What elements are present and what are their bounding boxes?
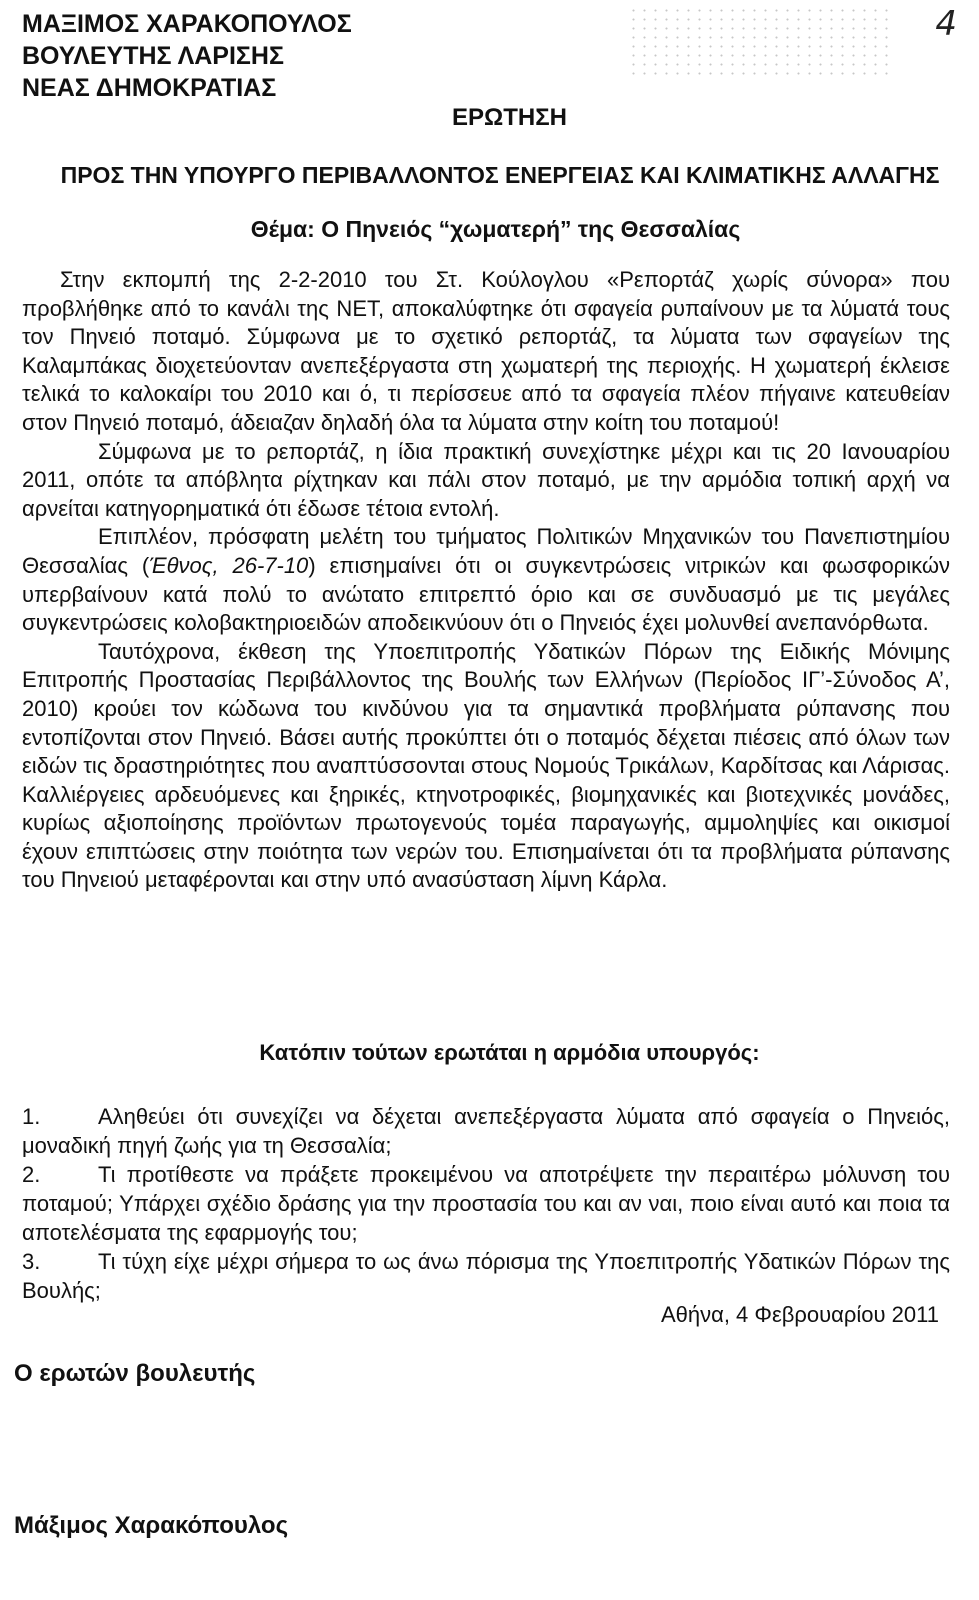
- questions-list: [22, 1102, 950, 1305]
- sender-name: ΜΑΞΙΜΟΣ ΧΑΡΑΚΟΠΟΥΛΟΣ: [22, 10, 352, 38]
- source-citation: Έθνος, 26-7-10: [149, 552, 309, 578]
- recipient-heading: ΠΡΟΣ ΤΗΝ ΥΠΟΥΡΓΟ ΠΕΡΙΒΑΛΛΟΝΤΟΣ ΕΝΕΡΓΕΙΑΣ ΚΑΙ ΚΛΙΜΑΤΙΚΗΣ ΑΛΛΑΓΗΣ: [60, 162, 940, 188]
- scan-noise: [628, 6, 888, 76]
- signer-title: Ο ερωτών βουλευτής: [14, 1360, 256, 1387]
- body-paragraph: [22, 523, 950, 637]
- handwritten-page-mark: 4: [935, 4, 957, 44]
- body-paragraph: Σύμφωνα με το ρεπορτάζ, η ίδια πρακτική συνεχίστηκε μέχρι και τις 20 Ιανουαρίου 2011, οπότε τα απόβλητα ρίχτηκαν και πάλι στον ποταμό, με την αρμόδια τοπική αρχή να αρνείται κατηγορηματικά ότι έδωσε τέτοια εντολή.: [22, 438, 950, 521]
- question-item: [22, 1160, 950, 1247]
- question-number: 3.: [22, 1249, 41, 1274]
- question-text: Τι τύχη είχε μέχρι σήμερα το ως άνω πόρισμα της Υποεπιτροπής Υδατικών Πόρων της Βουλής;: [22, 1249, 950, 1303]
- body-text: ) επισημαίνει ότι οι συγκεντρώσεις νιτρικών και φωσφορικών υπερβαίνουν κατά πολύ το ανώτατο επιτρεπτό όριο και σε συνδυασμό με τις μεγάλες συγκεντρώσεις κολοβακτηριοειδών αποδεικνύουν ότι ο Πηνειός έχει μολυνθεί ανεπανόρθωτα.: [22, 552, 950, 636]
- question-number: 1.: [22, 1104, 41, 1129]
- question-text: Τι προτίθεστε να πράξετε προκειμένου να αποτρέψετε την περαιτέρω μόλυνση του ποταμού; Υπάρχει σχέδιο δράσης για την προστασία του και αν ναι, ποιο είναι αυτό και ποια τα αποτελέσματα της εφαρμογής του;: [22, 1162, 950, 1245]
- document-body: [22, 266, 950, 895]
- closing-heading: Κατόπιν τούτων ερωτάται η αρμόδια υπουργός:: [259, 1040, 760, 1065]
- body-paragraph: Στην εκπομπή της 2-2-2010 του Στ. Κούλογλου «Ρεπορτάζ χωρίς σύνορα» που προβλήθηκε από το κανάλι της ΝΕΤ, αποκαλύφτηκε ότι σφαγεία ρυπαίνουν με τα λύματά τους τον Πηνειό ποταμό. Σύμφωνα με το σχετικό ρεπορτάζ, τα λύματα των σφαγείων της Καλαμπάκας διοχετεύονταν ανεπεξέργαστα στη χωματερή της περιοχής. Η χωματερή έκλεισε τελικά το καλοκαίρι του 2010 και ό, τι περίσσευε από τα σφαγεία πλέον πήγαινε κατευθείαν στον Πηνειό ποταμό, άδειαζαν δηλαδή όλα τα λύματα στην κοίτη του ποταμού!: [22, 267, 950, 435]
- subject-heading: Θέμα: Ο Πηνειός “χωματερή” της Θεσσαλίας: [250, 216, 741, 242]
- sender-block: [22, 8, 352, 104]
- question-item: [22, 1102, 950, 1160]
- question-text: Αληθεύει ότι συνεχίζει να δέχεται ανεπεξέργαστα λύματα από σφαγεία ο Πηνειός, μοναδική πηγή ζωής για τη Θεσσαλία;: [22, 1104, 950, 1158]
- document-type-heading: ΕΡΩΤΗΣΗ: [452, 104, 567, 131]
- question-item: [22, 1247, 950, 1305]
- body-text: Επιπλέον, πρόσφατη μελέτη του τμήματος Πολιτικών Μηχανικών του Πανεπιστημίου Θεσσαλίας (: [22, 524, 950, 578]
- sender-position: ΒΟΥΛΕΥΤΗΣ ΛΑΡΙΣΗΣ: [22, 42, 284, 70]
- body-paragraph: Ταυτόχρονα, έκθεση της Υποεπιτροπής Υδατικών Πόρων της Ειδικής Μόνιμης Επιτροπής Προστασίας Περιβάλλοντος της Βουλής των Ελλήνων (Περίοδος ΙΓ’-Σύνοδος Α’, 2010) κρούει τον κώδωνα του κινδύνου για τα σημαντικά προβλήματα ρύπανσης που εντοπίζονται στον Πηνειό. Βάσει αυτής προκύπτει ότι ο ποταμός δέχεται πιέσεις από όλων των ειδών τις δραστηριότητες που αναπτύσσονται στους Νομούς Τρικάλων, Καρδίτσας και Λάρισας. Καλλιέργειες αρδευόμενες και ξηρικές, κτηνοτροφικές, βιομηχανικές και βιοτεχνικές μονάδες, κυρίως αξιοποίησης προϊόντων πρωτογενούς τομέα παραγωγής, αμμοληψίες και οικισμοί έχουν επιπτώσεις στην ποιότητα των νερών του. Επισημαίνεται ότι τα προβλήματα ρύπανσης του Πηνειού μεταφέρονται και στην υπό ανασύσταση λίμνη Κάρλα.: [22, 638, 950, 893]
- question-number: 2.: [22, 1162, 41, 1187]
- signer-name: Μάξιμος Χαρακόπουλος: [14, 1512, 289, 1539]
- date-line: Αθήνα, 4 Φεβρουαρίου 2011: [660, 1302, 939, 1327]
- sender-party: ΝΕΑΣ ΔΗΜΟΚΡΑΤΙΑΣ: [22, 74, 277, 102]
